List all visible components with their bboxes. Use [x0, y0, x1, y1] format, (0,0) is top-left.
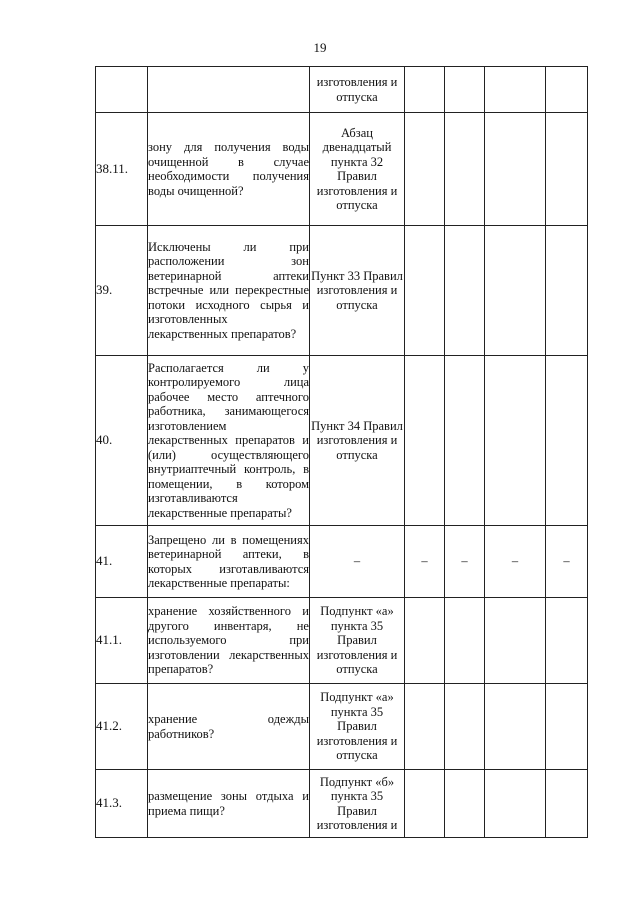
row-number: 40.: [96, 356, 148, 526]
table-row: [96, 770, 588, 838]
note-cell[interactable]: [546, 113, 588, 226]
table-row: [96, 226, 588, 356]
legal-reference: Подпункт «а» пункта 35 Правил изготовления и отпуска: [310, 598, 405, 684]
answer-yes-cell[interactable]: [405, 226, 445, 356]
question-text: Запрещено ли в помещениях ветеринарной аптеки, в которых изготавливаются лекарственные препараты:: [148, 526, 310, 598]
question-text: Располагается ли у контролируемого лица рабочее место аптечного работника, занимающегося изготовлением лекарственных препаратов и (или) осуществляющего внутриаптечный контроль, в помещении, в котором изготавливаются лекарственные препараты?: [148, 356, 310, 526]
row-number: [96, 67, 148, 113]
note-cell[interactable]: [546, 598, 588, 684]
checklist-table: [95, 66, 588, 838]
question-text: хранение одежды работников?: [148, 684, 310, 770]
answer-no-cell[interactable]: [445, 598, 485, 684]
note-cell[interactable]: [546, 67, 588, 113]
legal-reference: Абзац двенадцатый пункта 32 Правил изготовления и отпуска: [310, 113, 405, 226]
answer-yes-cell[interactable]: [405, 684, 445, 770]
answer-na-cell[interactable]: –: [485, 526, 546, 598]
legal-reference: –: [310, 526, 405, 598]
answer-yes-cell[interactable]: –: [405, 526, 445, 598]
table-row: [96, 526, 588, 598]
answer-no-cell[interactable]: [445, 67, 485, 113]
answer-yes-cell[interactable]: [405, 113, 445, 226]
legal-reference: Пункт 33 Правил изготовления и отпуска: [310, 226, 405, 356]
table-row: [96, 113, 588, 226]
row-number: 39.: [96, 226, 148, 356]
table-row: [96, 67, 588, 113]
question-text: [148, 67, 310, 113]
table-row: [96, 684, 588, 770]
row-number: 41.: [96, 526, 148, 598]
answer-na-cell[interactable]: [485, 684, 546, 770]
row-number: 41.2.: [96, 684, 148, 770]
answer-no-cell[interactable]: [445, 226, 485, 356]
row-number: 38.11.: [96, 113, 148, 226]
answer-yes-cell[interactable]: [405, 67, 445, 113]
answer-na-cell[interactable]: [485, 113, 546, 226]
answer-na-cell[interactable]: [485, 226, 546, 356]
note-cell[interactable]: –: [546, 526, 588, 598]
answer-na-cell[interactable]: [485, 770, 546, 838]
note-cell[interactable]: [546, 226, 588, 356]
answer-na-cell[interactable]: [485, 598, 546, 684]
question-text: хранение хозяйственного и другого инвентаря, не используемого при изготовлении лекарственных препаратов?: [148, 598, 310, 684]
row-number: 41.1.: [96, 598, 148, 684]
answer-yes-cell[interactable]: [405, 356, 445, 526]
question-text: зону для получения воды очищенной в случае необходимости получения воды очищенной?: [148, 113, 310, 226]
note-cell[interactable]: [546, 770, 588, 838]
table-row: [96, 598, 588, 684]
question-text: Исключены ли при расположении зон ветеринарной аптеки встречные или перекрестные потоки исходного сырья и изготовленных лекарственных препаратов?: [148, 226, 310, 356]
legal-reference: Подпункт «а» пункта 35 Правил изготовления и отпуска: [310, 684, 405, 770]
answer-na-cell[interactable]: [485, 356, 546, 526]
page-number: 19: [313, 40, 327, 55]
answer-no-cell[interactable]: [445, 770, 485, 838]
note-cell[interactable]: [546, 684, 588, 770]
row-number: 41.3.: [96, 770, 148, 838]
answer-no-cell[interactable]: –: [445, 526, 485, 598]
question-text: размещение зоны отдыха и приема пищи?: [148, 770, 310, 838]
legal-reference: Пункт 34 Правил изготовления и отпуска: [310, 356, 405, 526]
answer-no-cell[interactable]: [445, 684, 485, 770]
answer-na-cell[interactable]: [485, 67, 546, 113]
legal-reference: изготовления и отпуска: [310, 67, 405, 113]
answer-no-cell[interactable]: [445, 113, 485, 226]
answer-no-cell[interactable]: [445, 356, 485, 526]
note-cell[interactable]: [546, 356, 588, 526]
answer-yes-cell[interactable]: [405, 598, 445, 684]
table-row: [96, 356, 588, 526]
answer-yes-cell[interactable]: [405, 770, 445, 838]
legal-reference: Подпункт «б» пункта 35 Правил изготовления и: [310, 770, 405, 838]
